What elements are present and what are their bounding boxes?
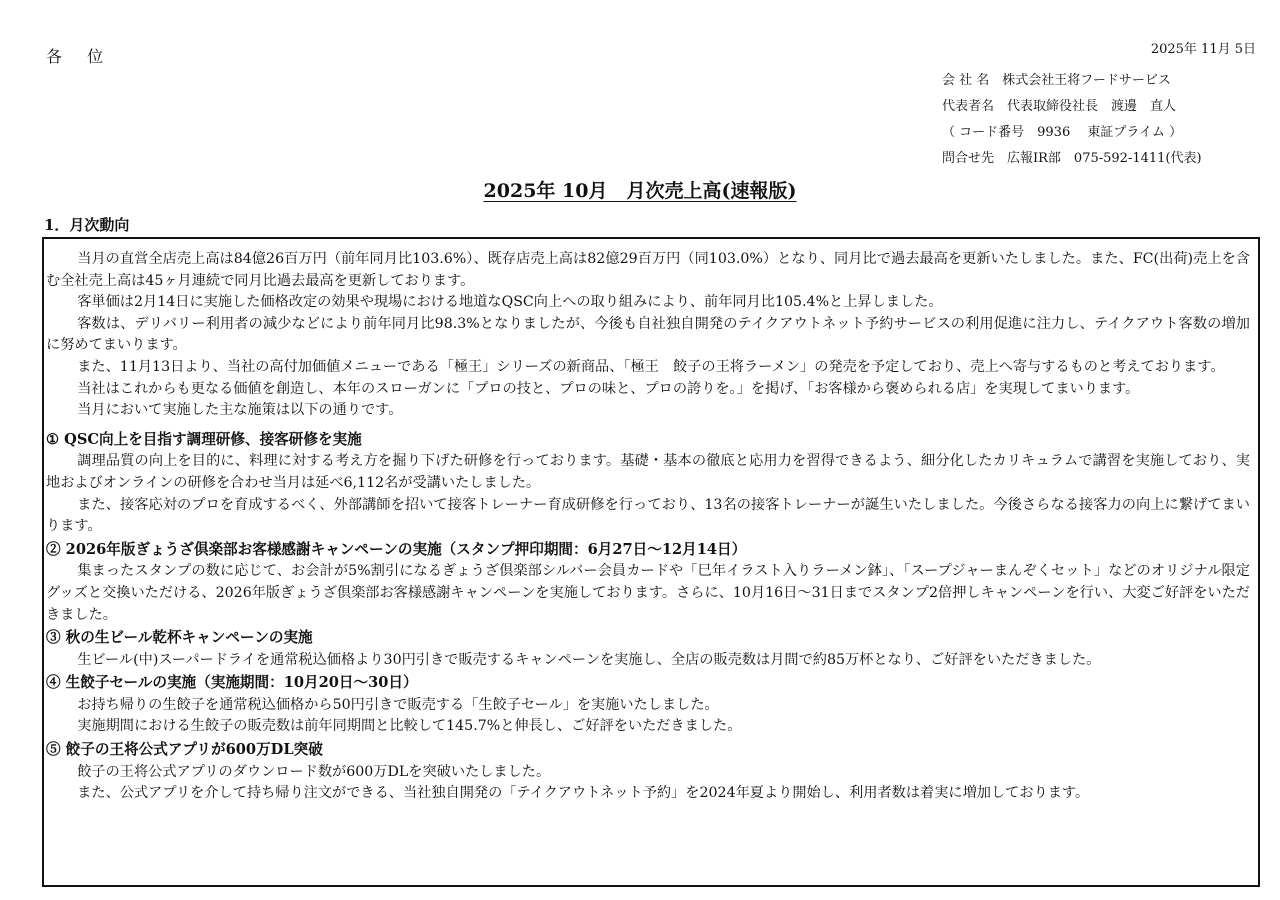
intro-paragraph: 客数は、デリバリー利用者の減少などにより前年同月比98.3%となりましたが、今後も自社独自開発のテイクアウトネット予約サービスの利用促進に注力し、テイクアウト客数の増加に努めてまいります。 bbox=[46, 315, 1250, 354]
intro-paragraph: 当月の直営全店売上高は84億26百万円（前年同月比103.6%）、既存店売上高は82億29百万円（同103.0%）となり、同月比で過去最高を更新いたしました。また、FC(出荷)売上を含む全社売上高は45ヶ月連続で同月比過去最高を更新しております。 bbox=[46, 251, 1250, 289]
stock-code: （ コード番号 9936 東証プライム ） bbox=[942, 125, 1183, 140]
intro-paragraph: 当社はこれからも更なる価値を創造し、本年のスローガンに「プロの技と、プロの味と、プロの誇りを。」を掲げ、「お客様から褒められる店」を実現してまいります。 bbox=[77, 380, 1140, 397]
item-title-official-app: ⑤ 餃子の王将公式アプリが600万DL突破 bbox=[46, 741, 323, 759]
item-paragraph: お持ち帰りの生餃子を通常税込価格から50円引きで販売する「生餃子セール」を実施いたしました。 bbox=[77, 696, 719, 713]
item-paragraph: また、公式アプリを介して持ち帰り注文ができる、当社独自開発の「テイクアウトネット予約」を2024年夏より開始し、利用者数は着実に増加しております。 bbox=[77, 785, 1090, 802]
item-title-gyoza-sale: ④ 生餃子セールの実施（実施期間：10月20日～30日） bbox=[46, 674, 418, 692]
item-paragraph: 生ビール(中)スーパードライを通常税込価格より30円引きで販売するキャンペーンを実施し、全店の販売数は月間で約85万杯となり、ご好評をいただきました。 bbox=[77, 651, 1101, 668]
company-info bbox=[942, 68, 1202, 172]
monthly-trend-box bbox=[42, 237, 1260, 887]
item-title-gyoza-club: ② 2026年版ぎょうざ倶楽部お客様感謝キャンペーンの実施（スタンプ押印期間：6月27日～12月14日） bbox=[46, 540, 747, 558]
section-heading: 1．月次動向 bbox=[44, 216, 130, 234]
item-paragraph: 調理品質の向上を目的に、料理に対する考え方を掘り下げた研修を行っております。基礎・基本の徹底と応用力を習得できるよう、細分化したカリキュラムで講習を実施しており、実地およびオンラインの研修を合わせ当月は延べ6,112名が受講いたしました。 bbox=[46, 453, 1250, 491]
item-paragraph: 餃子の王将公式アプリのダウンロード数が600万DLを突破いたしました。 bbox=[77, 763, 551, 780]
item-title-beer-campaign: ③ 秋の生ビール乾杯キャンペーンの実施 bbox=[46, 629, 313, 647]
issue-date: 2025年 11月 5日 bbox=[1150, 42, 1256, 57]
company-name: 会 社 名 株式会社王将フードサービス bbox=[942, 73, 1171, 88]
document-title-wrap bbox=[0, 176, 1280, 203]
item-title-qsc-training: ① QSC向上を目指す調理研修、接客研修を実施 bbox=[46, 430, 362, 448]
item-paragraph: 実施期間における生餃子の販売数は前年同期間と比較して145.7%と伸長し、ご好評をいただきました。 bbox=[77, 718, 742, 735]
document-title: 2025年 10月 月次売上高(速報版) bbox=[483, 180, 797, 202]
item-paragraph: また、接客応対のプロを育成するべく、外部講師を招いて接客トレーナー育成研修を行っており、13名の接客トレーナーが誕生いたしました。今後さらなる接客力の向上に繋げてまいります。 bbox=[46, 496, 1250, 535]
item-paragraph: 集まったスタンプの数に応じて、お会計が5%割引になるぎょうざ倶楽部シルバー会員カードや「巳年イラスト入りラーメン鉢」、「スープジャーまんぞくセット」などのオリジナル限定グッズと交換いただける、2026年版ぎょうざ倶楽部お客様感謝キャンペーンを実施しております。さらに、10月16日～31日までスタンプ2倍押しキャンペーンを行い、大変ご好評をいただきました。 bbox=[46, 563, 1250, 623]
addressee: 各 位 bbox=[46, 47, 114, 66]
intro-paragraph: 客単価は2月14日に実施した価格改定の効果や現場における地道なQSC向上への取り組みにより、前年同月比105.4%と上昇しました。 bbox=[77, 294, 943, 311]
intro-paragraph: 当月において実施した主な施策は以下の通りです。 bbox=[77, 402, 403, 419]
intro-paragraph: また、11月13日より、当社の高付加価値メニューである「極王」シリーズの新商品、「極王 餃子の王将ラーメン」の発売を予定しており、売上へ寄与するものと考えております。 bbox=[77, 358, 1225, 375]
contact: 問合せ先 広報IR部 075-592-1411(代表) bbox=[942, 151, 1202, 166]
representative: 代表者名 代表取締役社長 渡邊 直人 bbox=[942, 99, 1177, 114]
